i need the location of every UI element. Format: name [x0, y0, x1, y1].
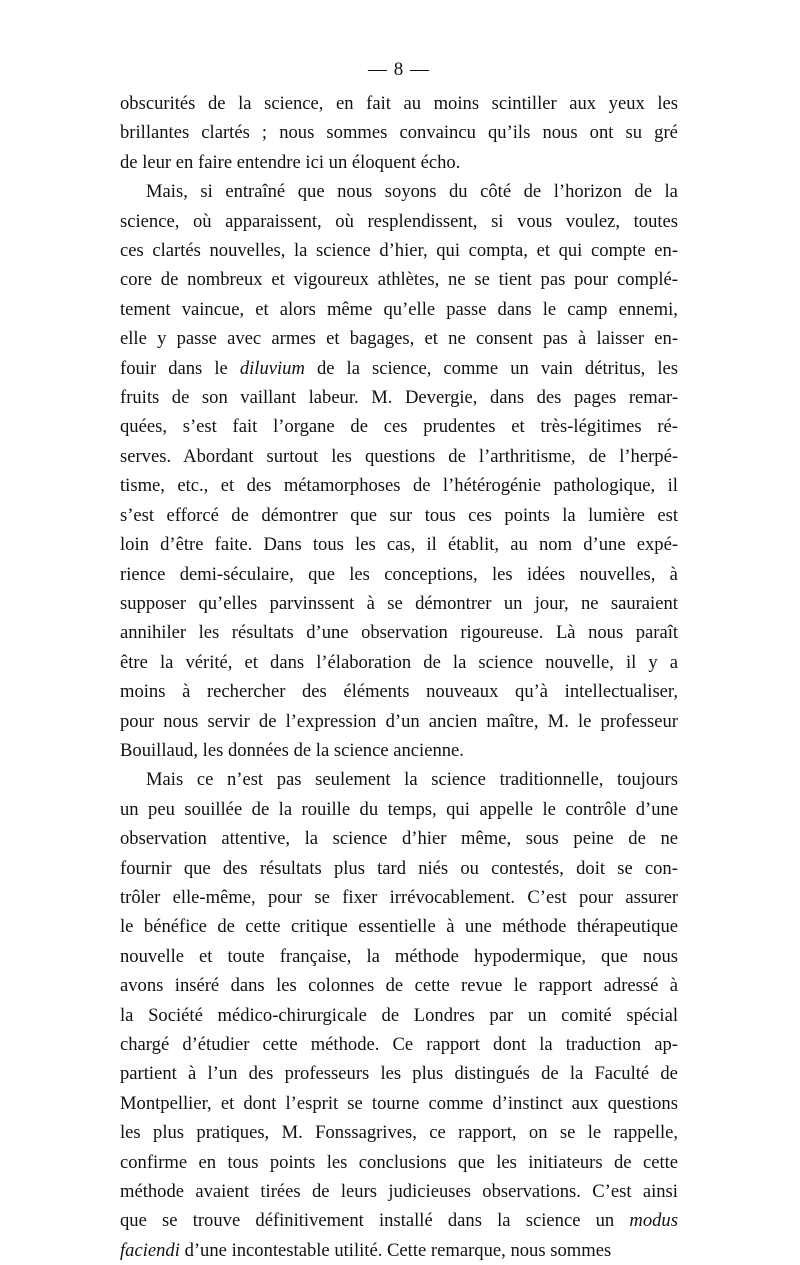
text-line: confirme en tous points les conclusions que les initiateurs de cette [120, 1151, 679, 1173]
italic-term: diluvium [239, 357, 305, 379]
text-line: obscurités de la science, en fait au moins scintiller aux yeux les [120, 93, 679, 114]
paragraph [120, 765, 678, 1265]
text-line: moins à rechercher des éléments nouveaux qu’à intellectualiser, [120, 681, 679, 703]
text-line: elle y passe avec armes et bagages, et ne consent pas à laisser en- [120, 328, 679, 350]
text-line: Mais, si entraîné que nous soyons du côté de l’horizon de la [146, 181, 678, 203]
text-line: serves. Abordant surtout les questions de l’arthritisme, de l’herpé- [120, 445, 679, 467]
text-line: le bénéfice de cette critique essentielle à une méthode thérapeutique [120, 916, 678, 938]
text-line: Bouillaud, les données de la science ancienne. [120, 739, 464, 761]
text-line: que se trouve définitivement installé dans la science un modus [120, 1210, 678, 1232]
text-line: ces clartés nouvelles, la science d’hier, qui compta, et qui compte en- [120, 240, 679, 262]
text-line: Mais ce n’est pas seulement la science traditionnelle, toujours [146, 769, 678, 791]
text-line: brillantes clartés ; nous sommes convaincu qu’ils nous ont su gré [120, 122, 678, 144]
text-line: quées, s’est fait l’organe de ces prudentes et très-légitimes ré- [120, 416, 678, 438]
text-line: rience demi-séculaire, que les conceptions, les idées nouvelles, à [120, 563, 678, 585]
text-line: observation attentive, la science d’hier même, sous peine de ne [120, 828, 679, 850]
italic-term: faciendi [120, 1239, 180, 1261]
text-line: nouvelle et toute française, la méthode hypodermique, que nous [120, 945, 679, 967]
paragraph [120, 89, 678, 177]
text-line: méthode avaient tirées de leurs judicieuses observations. C’est ainsi [120, 1181, 678, 1203]
page-number: — 8 — [368, 59, 430, 80]
text-line: faciendi d’une incontestable utilité. Cette remarque, nous sommes [120, 1239, 612, 1261]
text-line: trôler elle-même, pour se fixer irrévocablement. C’est pour assurer [120, 886, 679, 908]
text-line: fouir dans le diluvium de la science, comme un vain détritus, les [120, 357, 679, 379]
text-line: fournir que des résultats plus tard niés ou contestés, doit se con- [120, 857, 678, 879]
text-line: annihiler les résultats d’une observation rigoureuse. Là nous paraît [120, 622, 679, 644]
text-line: tement vaincue, et alors même qu’elle passe dans le camp ennemi, [120, 298, 678, 320]
text-line: Montpellier, et dont l’esprit se tourne comme d’instinct aux questions [120, 1092, 678, 1114]
text-line: tisme, etc., et des métamorphoses de l’hétérogénie pathologique, il [120, 475, 678, 497]
paragraph [120, 177, 678, 765]
text-line: science, où apparaissent, où resplendissent, si vous voulez, toutes [120, 210, 679, 232]
text-line: la Société médico-chirurgicale de Londres par un comité spécial [120, 1004, 678, 1026]
text-line: loin d’être faite. Dans tous les cas, il établit, au nom d’une expé- [120, 534, 679, 556]
text-line: les plus pratiques, M. Fonssagrives, ce rapport, on se le rappelle, [120, 1122, 679, 1144]
italic-term: modus [629, 1210, 678, 1232]
text-line: avons inséré dans les colonnes de cette revue le rapport adressé à [120, 975, 679, 997]
text-line: pour nous servir de l’expression d’un ancien maître, M. le professeur [120, 710, 678, 732]
text-line: partient à l’un des professeurs les plus distingués de la Faculté de [120, 1063, 678, 1085]
text-line: de leur en faire entendre ici un éloquent écho. [120, 151, 461, 173]
body-text [120, 89, 678, 1265]
text-line: chargé d’étudier cette méthode. Ce rapport dont la traduction ap- [120, 1034, 678, 1055]
text-line: core de nombreux et vigoureux athlètes, ne se tient pas pour complé- [120, 269, 678, 291]
text-line: un peu souillée de la rouille du temps, qui appelle le contrôle d’une [120, 798, 679, 820]
text-line: fruits de son vaillant labeur. M. Devergie, dans des pages remar- [120, 387, 679, 409]
text-line: supposer qu’elles parvinssent à se démontrer un jour, ne sauraient [120, 592, 678, 614]
document-page [120, 58, 678, 1265]
text-line: s’est efforcé de démontrer que sur tous ces points la lumière est [120, 504, 679, 526]
text-line: être la vérité, et dans l’élaboration de la science nouvelle, il y a [120, 651, 679, 673]
